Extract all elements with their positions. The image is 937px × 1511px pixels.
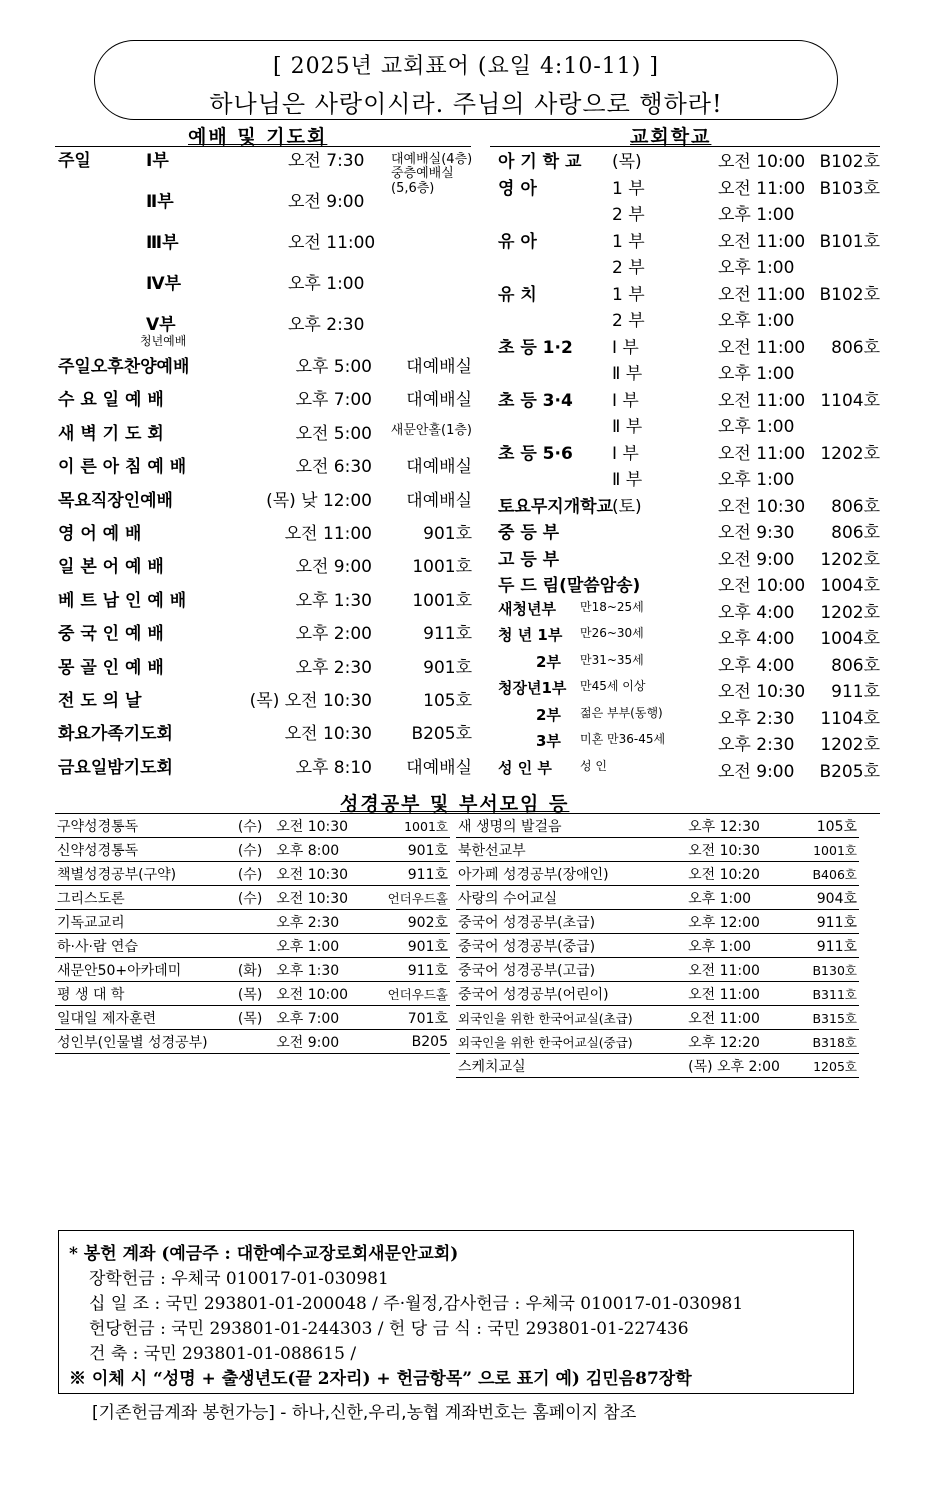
school-part: 성 인: [580, 758, 607, 773]
school-dept: 청 년 1부: [498, 626, 563, 644]
worship-row: Ⅳ부 오후 1:00: [146, 274, 365, 294]
school-time: 오전 11:00: [718, 284, 806, 305]
service-name: 전 도 의 날: [58, 691, 142, 711]
school-part: 젊은 부부(동행): [580, 705, 663, 720]
study-row: [456, 814, 859, 838]
school-part: Ⅰ 부: [612, 337, 639, 358]
accounts-heading: * 봉헌 계좌 (예금주 : 대한예수교장로회새문안교회): [69, 1244, 459, 1264]
study-row: [55, 886, 450, 910]
study-time: 오후 1:30: [274, 958, 375, 982]
service-place: 911호: [423, 624, 472, 645]
service-name: 몽 골 인 예 배: [58, 657, 164, 678]
school-row: [498, 624, 880, 650]
study-name: 기독교교리: [55, 910, 236, 934]
study-name: 사랑의 수어교실: [456, 886, 649, 910]
study-row: [55, 910, 450, 934]
study-day: [236, 910, 274, 934]
school-dept: 아 기 학 교: [498, 152, 582, 172]
school-time: 오전 11:00: [718, 443, 806, 464]
school-title: 교회학교: [630, 126, 712, 148]
school-room: B102호: [819, 152, 880, 172]
school-dept: 토요무지개학교: [498, 496, 613, 517]
school-dept: 중 등 부: [498, 523, 560, 543]
study-time: 오후 1:00: [686, 886, 786, 910]
school-time: 오후 4:00: [718, 629, 795, 649]
school-room: 806호: [831, 523, 880, 543]
school-row: [498, 465, 880, 491]
school-room: 1004호: [820, 576, 880, 596]
service-time: 오후 5:00: [295, 357, 372, 377]
service-row: [58, 619, 472, 652]
school-dept: 3부: [536, 732, 561, 750]
service-place: 1001호: [412, 557, 472, 578]
study-day: [649, 982, 686, 1006]
study-room: 1001호: [786, 838, 859, 862]
study-row: [55, 814, 450, 838]
school-time: 오전 11:00: [718, 337, 806, 358]
study-row: [456, 934, 859, 958]
study-day: [649, 886, 686, 910]
study-day: (수): [236, 862, 274, 886]
service-place: 1001호: [412, 590, 472, 611]
school-part: Ⅱ 부: [612, 364, 643, 384]
school-dept: 청장년1부: [498, 679, 567, 697]
study-time: 오후 7:00: [274, 1006, 375, 1030]
service-name: 영 어 예 배: [58, 524, 142, 544]
service-time: 오전 11:00: [284, 524, 372, 544]
school-room: 806호: [831, 655, 880, 676]
school-row: [498, 704, 880, 730]
school-room: 1202호: [820, 443, 880, 464]
school-row: [498, 677, 880, 703]
service-row: [58, 419, 472, 452]
study-name: 평 생 대 학: [55, 982, 236, 1006]
study-room: B315호: [786, 1006, 859, 1030]
study-time: 오전 10:30: [274, 886, 375, 910]
study-name: 새 생명의 발걸음: [456, 814, 649, 838]
study-time: 오후 1:00: [274, 934, 375, 958]
study-room: 911호: [786, 934, 859, 958]
study-room: 911호: [375, 958, 450, 982]
service-name: 중 국 인 예 배: [58, 624, 164, 645]
offering-accounts-box: [58, 1230, 854, 1394]
study-day: [236, 934, 274, 958]
school-row: [498, 253, 880, 279]
service-name: 수 요 일 예 배: [58, 390, 164, 411]
study-day: [649, 814, 686, 838]
school-part: 만45세 이상: [580, 679, 646, 693]
study-day: [649, 910, 686, 934]
study-row: [55, 1030, 450, 1054]
study-day: [649, 934, 686, 958]
service-name: 화요가족기도회: [58, 724, 173, 745]
service-place: 대예배실: [406, 390, 472, 411]
school-time: 오후 2:30: [718, 735, 795, 755]
school-dept: 영 아: [498, 178, 537, 199]
study-room: 언더우드홀: [375, 982, 450, 1006]
motto-banner: [94, 40, 838, 120]
school-part: 2 부: [612, 311, 645, 331]
study-room: B205: [375, 1030, 450, 1054]
school-row: [498, 545, 880, 571]
school-time: 오후 1:00: [718, 205, 795, 225]
study-name: 중국어 성경공부(어린이): [456, 982, 649, 1006]
study-time: 오전 11:00: [686, 958, 786, 982]
study-room: 901호: [375, 838, 450, 862]
school-part: Ⅰ 부: [612, 390, 639, 411]
school-part: 만18~25세: [580, 599, 644, 614]
school-time: 오전 10:00: [718, 152, 806, 172]
study-row: [456, 1006, 859, 1030]
study-time: 오전 11:00: [686, 1006, 786, 1030]
school-row: [498, 571, 880, 597]
service-place: 대예배실: [406, 457, 472, 478]
school-room: 1202호: [820, 549, 880, 570]
service-row: [58, 352, 472, 385]
school-room: 806호: [831, 496, 880, 517]
study-row: [55, 982, 450, 1006]
school-time: 오전 11:00: [718, 231, 806, 252]
school-row: [498, 147, 880, 173]
school-dept: 유 치: [498, 284, 537, 305]
study-time: (목) 오후 2:00: [686, 1054, 786, 1078]
study-name: 그리스도론: [55, 886, 236, 910]
service-time: 오후 8:10: [295, 757, 372, 778]
school-row: [498, 333, 880, 359]
worship-row: 주일 Ⅰ부 오전 7:30 대예배실(4층): [58, 146, 478, 179]
school-row: [498, 386, 880, 412]
overflow-note: 중층예배실 (5,6층): [391, 166, 454, 196]
study-time: 오전 11:00: [686, 982, 786, 1006]
school-row: [498, 651, 880, 677]
school-room: B102호: [819, 284, 880, 305]
study-row: [55, 1006, 450, 1030]
school-time: 오후 1:00: [718, 311, 795, 331]
study-time: 오후 12:00: [686, 910, 786, 934]
school-room: 1104호: [820, 390, 880, 411]
worship-row: Ⅱ부 오전 9:00: [146, 192, 365, 212]
study-room: 1205호: [786, 1054, 859, 1078]
school-part: 만31~35세: [580, 652, 644, 667]
school-dept: 유 아: [498, 231, 537, 252]
study-day: [649, 1006, 686, 1030]
study-name: 성인부(인물별 성경공부): [55, 1030, 236, 1054]
school-row: [498, 412, 880, 438]
study-name: 하·사·람 연습: [55, 934, 236, 958]
study-name: 중국어 성경공부(중급): [456, 934, 649, 958]
service-place: 대예배실: [406, 490, 472, 511]
service-place: B205호: [411, 724, 472, 745]
youth-note: 청년예배: [140, 334, 187, 348]
study-day: (목): [236, 1006, 274, 1030]
school-time: 오전 9:00: [718, 761, 795, 782]
service-name: 이 른 아 침 예 배: [58, 457, 187, 478]
school-room: 1202호: [820, 602, 880, 623]
study-row: [456, 1030, 859, 1054]
footer-note: [기존헌금계좌 봉헌가능] - 하나,신한,우리,농협 계좌번호는 홈페이지 참조: [92, 1403, 637, 1423]
service-place: 새문안홀(1층): [390, 422, 472, 438]
service-time: 오후 2:00: [295, 624, 372, 645]
study-time: 오후 12:30: [686, 814, 786, 838]
school-row: [498, 359, 880, 385]
school-part: 1 부: [612, 178, 645, 199]
service-name: 금요일밤기도회: [58, 757, 173, 778]
study-day: (화): [236, 958, 274, 982]
study-room: 904호: [786, 886, 859, 910]
study-room: 105호: [786, 814, 859, 838]
school-time: 오전 11:00: [718, 178, 806, 199]
service-time: 오전 9:00: [295, 557, 372, 578]
study-name: 책별성경공부(구약): [55, 862, 236, 886]
school-dept: 초 등 5·6: [498, 443, 573, 464]
school-row: [498, 227, 880, 253]
school-row: [498, 306, 880, 332]
study-day: [649, 862, 686, 886]
school-dept: 2부: [536, 705, 561, 724]
school-time: 오전 11:00: [718, 390, 806, 411]
study-row: [456, 958, 859, 982]
study-row: [55, 958, 450, 982]
study-time: 오전 10:30: [274, 814, 375, 838]
study-room: 911호: [375, 862, 450, 886]
account-line: 헌당헌금 : 국민 293801-01-244303 / 헌 당 금 식 : 국민 293801-01-227436: [89, 1319, 689, 1339]
service-place: 105호: [423, 691, 472, 711]
study-row: [456, 910, 859, 934]
study-name: 신약성경통독: [55, 838, 236, 862]
service-place: 대예배실: [406, 357, 472, 377]
service-row: [58, 753, 472, 786]
motto-title: [ 2025년 교회표어 (요일 4:10-11) ]: [273, 54, 659, 79]
service-time: (목) 오전 10:30: [249, 691, 372, 711]
bible-table-left: [55, 814, 450, 1054]
service-row: [58, 552, 472, 585]
school-dept: 두 드 림(말씀암송): [498, 576, 641, 596]
school-row: [498, 730, 880, 756]
account-line: 십 일 조 : 국민 293801-01-200048 / 주·월정,감사헌금 : 우체국 010017-01-030981: [89, 1294, 744, 1314]
school-part: 2 부: [612, 205, 645, 225]
study-time: 오후 2:30: [274, 910, 375, 934]
service-row: [58, 719, 472, 752]
study-time: 오후 8:00: [274, 838, 375, 862]
bible-table-right: [456, 814, 859, 1078]
school-dept: 초 등 3·4: [498, 390, 573, 411]
worship-row: Ⅴ부 오후 2:30: [146, 315, 365, 335]
bible-title: 성경공부 및 부서모임 등: [340, 793, 570, 815]
service-time: 오후 1:30: [295, 590, 372, 611]
study-time: 오후 1:00: [686, 934, 786, 958]
study-day: (목): [236, 982, 274, 1006]
study-room: 1001호: [375, 814, 450, 838]
school-dept: 성 인 부: [498, 758, 552, 777]
study-name: 북한선교부: [456, 838, 649, 862]
service-name: 베 트 남 인 예 배: [58, 590, 187, 611]
study-room: 901호: [375, 934, 450, 958]
school-room: B101호: [819, 231, 880, 252]
school-time: 오후 4:00: [718, 602, 795, 623]
service-time: 오전 5:00: [295, 423, 372, 444]
study-time: 오전 10:20: [686, 862, 786, 886]
service-time: 오후 7:00: [295, 390, 372, 411]
service-row: [58, 686, 472, 719]
study-time: 오전 10:30: [274, 862, 375, 886]
school-row: [498, 174, 880, 200]
study-room: B406호: [786, 862, 859, 886]
school-dept: 2부: [536, 652, 561, 671]
service-time: (목) 낮 12:00: [266, 490, 372, 511]
study-name: 외국인을 위한 한국어교실(초급): [456, 1006, 649, 1030]
school-part: (토): [612, 496, 642, 517]
study-room: B130호: [786, 958, 859, 982]
study-time: 오전 10:30: [686, 838, 786, 862]
service-place: 대예배실: [406, 757, 472, 778]
school-time: 오전 10:00: [718, 576, 806, 596]
study-day: (수): [236, 814, 274, 838]
study-room: 언더우드홀: [375, 886, 450, 910]
school-part: 2 부: [612, 258, 645, 278]
school-part: 미혼 만36-45세: [580, 732, 666, 746]
school-row: [498, 518, 880, 544]
study-row: [456, 982, 859, 1006]
study-day: [649, 838, 686, 862]
study-room: 902호: [375, 910, 450, 934]
study-day: [236, 1030, 274, 1054]
worship-row: Ⅲ부 오전 11:00: [146, 233, 376, 253]
school-room: 1004호: [820, 629, 880, 649]
service-row: [58, 519, 472, 552]
school-part: 1 부: [612, 284, 645, 305]
school-part: (목): [612, 152, 642, 172]
service-time: 오전 6:30: [295, 457, 372, 478]
school-part: Ⅱ 부: [612, 470, 643, 490]
account-line: 장학헌금 : 우체국 010017-01-030981: [89, 1269, 389, 1289]
study-row: [456, 1054, 859, 1078]
study-room: 911호: [786, 910, 859, 934]
study-time: 오전 10:00: [274, 982, 375, 1006]
school-time: 오후 1:00: [718, 364, 795, 384]
service-place: 901호: [423, 657, 472, 678]
study-day: [649, 1030, 686, 1054]
school-part: Ⅰ 부: [612, 443, 639, 464]
school-time: 오후 1:00: [718, 417, 795, 437]
school-time: 오전 9:00: [718, 549, 795, 570]
school-time: 오후 4:00: [718, 655, 795, 676]
sunday-label: 주일: [58, 151, 91, 171]
school-time: 오전 10:30: [718, 682, 806, 702]
transfer-note: ※ 이체 시 “성명 + 출생년도(끝 2자리) + 헌금항목” 으로 표기 예) 김민음87장학: [69, 1369, 692, 1389]
study-row: [55, 934, 450, 958]
study-name: 스케치교실: [456, 1054, 649, 1078]
study-row: [55, 862, 450, 886]
service-name: 일 본 어 예 배: [58, 557, 164, 578]
service-place: 901호: [423, 524, 472, 544]
service-name: 새 벽 기 도 회: [58, 423, 164, 444]
account-line: 건 축 : 국민 293801-01-088615 /: [89, 1344, 357, 1364]
school-room: 1104호: [820, 708, 880, 729]
study-row: [456, 886, 859, 910]
study-name: 외국인을 위한 한국어교실(중급): [456, 1030, 649, 1054]
school-time: 오후 2:30: [718, 708, 795, 729]
service-row: [58, 653, 472, 686]
service-row: [58, 486, 472, 519]
school-row: [498, 492, 880, 518]
school-row: [498, 757, 880, 783]
school-time: 오후 1:00: [718, 258, 795, 278]
school-time: 오후 1:00: [718, 470, 795, 490]
service-row: [58, 452, 472, 485]
service-time: 오후 2:30: [295, 657, 372, 678]
school-room: B205호: [819, 761, 880, 782]
study-row: [55, 838, 450, 862]
worship-title: 예배 및 기도회: [188, 126, 328, 148]
school-part: Ⅱ 부: [612, 417, 643, 437]
study-time: 오후 12:20: [686, 1030, 786, 1054]
study-row: [456, 838, 859, 862]
service-row: [58, 586, 472, 619]
study-name: 중국어 성경공부(고급): [456, 958, 649, 982]
study-name: 일대일 제자훈련: [55, 1006, 236, 1030]
school-dept: 초 등 1·2: [498, 337, 573, 358]
study-name: 새문안50+아카데미: [55, 958, 236, 982]
school-room: 911호: [831, 682, 880, 702]
school-part: 만26~30세: [580, 626, 644, 640]
service-row: [58, 385, 472, 418]
study-day: [649, 958, 686, 982]
school-room: 806호: [831, 337, 880, 358]
school-row: [498, 439, 880, 465]
school-dept: 고 등 부: [498, 549, 560, 570]
study-day: [649, 1054, 686, 1078]
school-row: [498, 598, 880, 624]
school-room: 1202호: [820, 735, 880, 755]
study-row: [456, 862, 859, 886]
study-name: 구약성경통독: [55, 814, 236, 838]
school-time: 오전 10:30: [718, 496, 806, 517]
study-room: B318호: [786, 1030, 859, 1054]
school-room: B103호: [819, 178, 880, 199]
service-time: 오전 10:30: [284, 724, 372, 745]
school-dept: 새청년부: [498, 599, 556, 618]
study-time: 오전 9:00: [274, 1030, 375, 1054]
service-name: 목요직장인예배: [58, 490, 173, 511]
school-row: [498, 200, 880, 226]
study-name: 아가페 성경공부(장애인): [456, 862, 649, 886]
study-room: B311호: [786, 982, 859, 1006]
school-row: [498, 280, 880, 306]
study-day: (수): [236, 838, 274, 862]
school-time: 오전 9:30: [718, 523, 795, 543]
service-name: 주일오후찬양예배: [58, 357, 190, 377]
study-room: 701호: [375, 1006, 450, 1030]
motto-text: 하나님은 사랑이시라. 주님의 사랑으로 행하라!: [209, 90, 723, 118]
study-day: (수): [236, 886, 274, 910]
study-name: 중국어 성경공부(초급): [456, 910, 649, 934]
school-part: 1 부: [612, 231, 645, 252]
